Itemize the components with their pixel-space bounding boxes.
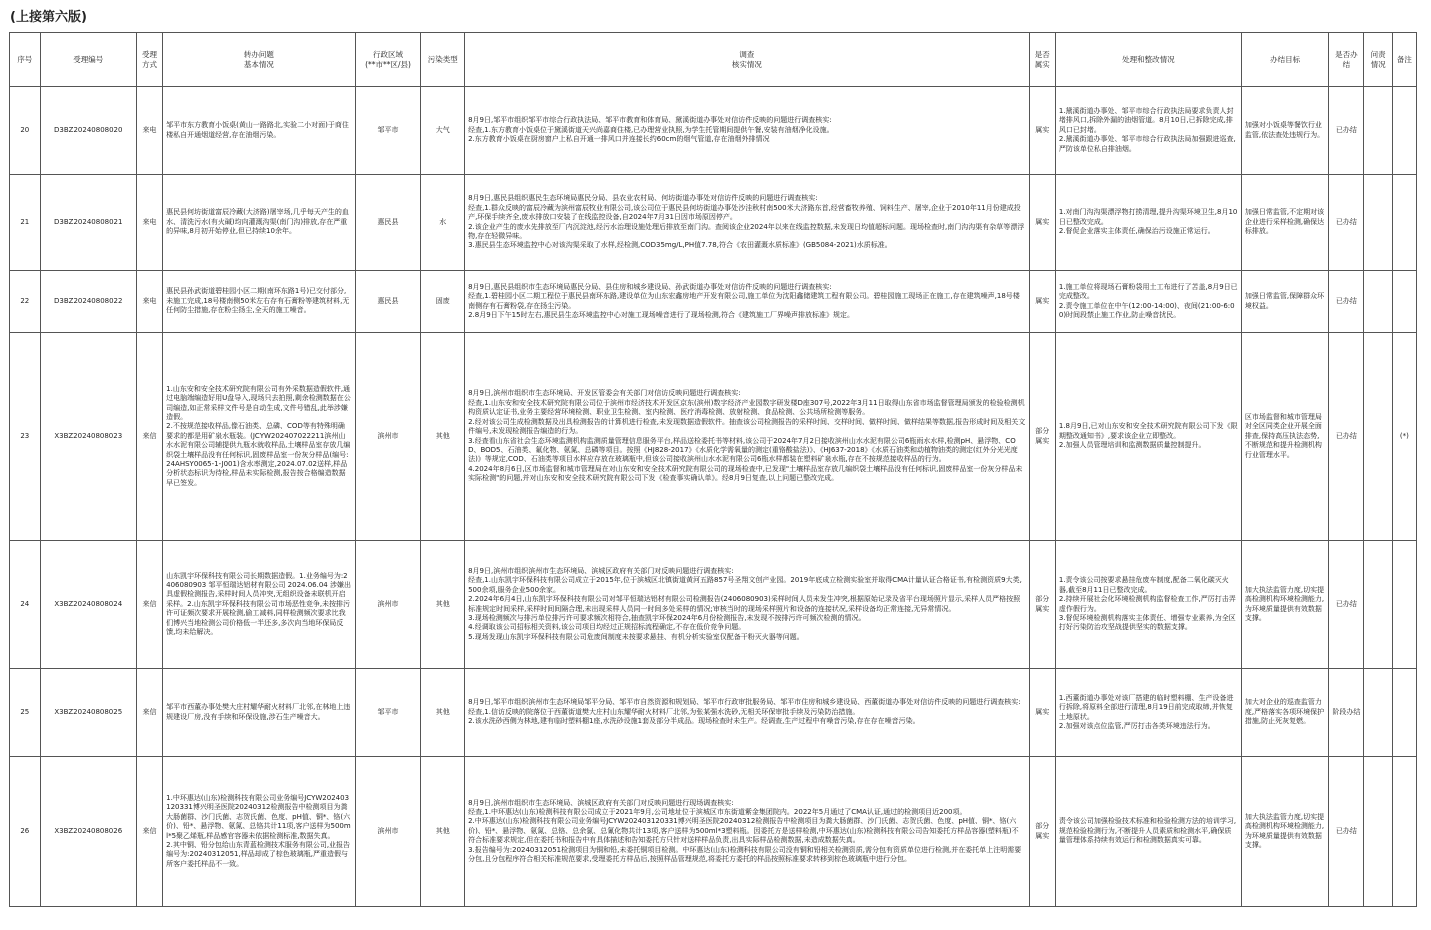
cell-issue: 1.山东安和安全技术研究院有限公司有外采数据造假软件,通过电脑端编造好用U盘导入,现场只去拍照,剩余检测数据在公司编造,如正常采样文件号是自动生成,文件号错乱,此举涉嫌造假。 2.不按规范接收样品,像石油类、总磷、COD等有特殊明确要求的都是用矿泉水瓶装。(JCYW202407022211滨州山水水泥有限公司辅提供九瓶水就收样品,土壤样品室存放几编织袋土壤样品没有任何标识,固废样品室一份灰分样品(编号:24AHSY0065-1-J001)含水率测定,2024.07.02送样,样品分析状态标识为待检,样品未实际检测,报告按合格编造数据早已签发。 [163,333,356,541]
cell-issue: 山东凯宇环保科技有限公司长期数据造假。1.业务编号为:2406080903 邹平恒瑞达铝材有限公司 2024.06.04 涉嫌出具虚假检测报告,采样时间人员冲突,无组织设备未联机开启采样。2.山东凯宇环保科技有限公司市场恶性竞争,未按排污许可证频次要求开展检测,偷工减料,同样检测频次要求比我们博兴当地检测公司价格低一半还多,多次向当地环保局反馈,均未给解决。 [163,541,356,669]
cell-note [1392,669,1416,757]
header-investigation: 调查 核实情况 [465,33,1030,87]
cell-region: 邹平市 [355,87,421,175]
continued-note: (上接第六版) [10,10,87,25]
cell-valid: 部分属实 [1029,757,1055,907]
cell-done: 已办结 [1329,333,1364,541]
cell-account [1364,271,1392,333]
header-region: 行政区域 (**市**区/县) [355,33,421,87]
header-account: 问责情况 [1364,33,1392,87]
cell-note [1392,541,1416,669]
cell-no: 25 [10,669,41,757]
cell-issue: 邹平市西董办事处樊大庄村耀华耐火材料厂北邻,在林地上违规建设厂房,没有手续和环保设施,涉石生产噪音大。 [163,669,356,757]
cell-no: 24 [10,541,41,669]
cell-id: X3BZ20240808024 [40,541,136,669]
cell-investigation: 8月9日,邹平市组织邹平市综合行政执法局、邹平市教育和体育局、黛溪街道办事处对信访件反映的问题进行调查核实: 经查,1.东方教育小饭桌位于黛溪街道天兴尚嘉商住楼,已办理营业执照,为学生托管期间提供午餐,安装有油烟净化设施。 2.东方教育小饭桌在厨房窗户上私自开通一排风口并连接长约60cm的烟气管道,存在油烟外排情况 [465,87,1030,175]
cell-region: 滨州市 [355,333,421,541]
cell-ptype: 其他 [421,669,465,757]
cell-ptype: 固废 [421,271,465,333]
cell-issue: 惠民县何坊街道富辰冷藏(大济路)屠宰场,几乎每天产生的血水、清洗污水(有火碱)均向灌溉沟渠(南门沟)排放,存在严重的异味,8月初开始停业,但已持续10余年。 [163,175,356,271]
cell-investigation: 8月9日,滨州市组织市生态环境局、开发区管委会有关部门对信访反映问题进行调查核实: 经查,1.山东安和安全技术研究院有限公司位于滨州市经济技术开发区京东(滨州)数字经济产业园数字研发楼D座307号,2022年3月11日取得山东省市场监督管理局颁发的检验检测机构资质认定证书,业务主要经营环境检测、职业卫生检测、室内检测、医疗消毒检测、放射检测、食品检测、公共场所检测等服务。 2.经对该公司生成检测数据及出具检测报告的计算机进行检查,未发现数据造假软件。抽查该公司检测报告的采样时间、交样时间、做样时间、做样结果等数据,报告形成时间及相关文件编号,未发现检测报告编造的行为。 3.经查看山东省社会生态环境监测机构监测质量管理信息服务平台,样品送检委托书等材料,该公司于2024年7月2日接收滨州山水水泥有限公司6瓶雨水水样,检测pH、悬浮物、COD、BOD5、石油类、氟化物、氨氮、总磷等项目。按照《HJ828-2017》《水质化学需氧量的测定(重铬酸盐法)》、《HJ637-2018》《水质石油类和动植物油类的测定(红外分光光度法)》等规定,COD、石油类等项目水样应存放在玻璃瓶中,但该公司接收滨州山水水泥有限公司6瓶水样都装在塑料矿泉水瓶,存在不按规范接收样品的行为。 4.2024年8月6日,区市场监督和城市管理局在对山东安和安全技术研究院有限公司的现场检查中,已发现"土壤样品室存放几编织袋土壤样品没有任何标识,固废样品室一份灰分样品未实际检测"的问题,并对山东安和安全技术研究院有限公司下发《检查事实确认单》。经8月9日复查,以上问题已整改完成。 [465,333,1030,541]
table-row [10,271,1417,333]
cell-no: 20 [10,87,41,175]
cell-ptype: 其他 [421,333,465,541]
petition-table [9,32,1417,907]
cell-goal: 加强对小饭桌等餐饮行业监管,依法查处违规行为。 [1241,87,1329,175]
cell-done: 阶段办结 [1329,669,1364,757]
cell-note [1392,87,1416,175]
cell-handling: 责令该公司加强检验技术标准和检验检测方法的培训学习,规范检验检测行为,不断提升人员素质和检测水平,确保质量管理体系持续有效运行和检测数据真实可靠。 [1055,757,1241,907]
cell-region: 滨州市 [355,541,421,669]
cell-method: 来信 [136,669,162,757]
header-handling: 处理和整改情况 [1055,33,1241,87]
cell-method: 来信 [136,541,162,669]
cell-done: 已办结 [1329,87,1364,175]
cell-investigation: 8月9日,邹平市组织滨州市生态环境局邹平分局、邹平市自然资源和规划局、邹平市行政审批服务局、邹平市住房和城乡建设局、西董街道办事处对信访件反映的问题进行调查核实: 经查,1.信访反映的院落位于西董街道樊大庄村山东耀华耐火材料厂北邻,为张某强水洗砂,无相关环保审批手续及污染防治措施。 2.该水洗砂西侧为林地,建有临时塑料棚1座,水洗砂设施1套及部分半成品。现场检查时未生产。经调查,生产过程中有噪音污染,存在存在噪音污染。 [465,669,1030,757]
cell-no: 23 [10,333,41,541]
cell-region: 惠民县 [355,271,421,333]
cell-id: X3BZ20240808023 [40,333,136,541]
cell-investigation: 8月9日,惠民县组织惠民生态环境局惠民分局、县农业农村局、何坊街道办事处对信访件反映的问题进行调查核实: 经查,1.群众反映的富辰冷藏为滨州富辰牧业有限公司,该公司位于惠民县何坊街道办事处沙洼秋村南500米大济路东首,经营畜牧养殖、饲料生产、屠宰,企业于2010年11月份建成投产,环保手续齐全,废水排放口安装了在线监控设备,自2024年7月31日因市场原因停产。 2.该企业产生的废水先排放至厂内沉淀池,经污水治理设施处理后排放至南门沟。查阅该企业2024年以来在线监控数据,未发现日均值超标问题。现场检查时,南门沟沟渠有杂草等漂浮物,存在轻微异味。 3.惠民县生态环境监控中心对该沟渠采取了水样,经检测,COD35mg/L,PH值7.78,符合《农田灌溉水质标准》(GB5084-2021)水质标准。 [465,175,1030,271]
cell-valid: 属实 [1029,175,1055,271]
cell-ptype: 大气 [421,87,465,175]
cell-id: D3BZ20240808022 [40,271,136,333]
cell-id: X3BZ20240808025 [40,669,136,757]
cell-handling: 1.施工单位将现场石膏粉袋用土工布进行了苫盖,8月9日已完成整改。 2.责令施工单位在中午(12:00-14:00)、夜间(21:00-6:00)时间段禁止施工作业,防止噪音扰民。 [1055,271,1241,333]
header-note: 备注 [1392,33,1416,87]
cell-issue: 邹平市东方教育小饭桌(黄山一路路北,实验二小对面)于商住楼私自开通烟道经营,存在油烟污染。 [163,87,356,175]
cell-done: 已办结 [1329,541,1364,669]
cell-method: 来电 [136,175,162,271]
header-no: 序号 [10,33,41,87]
header-valid: 是否属实 [1029,33,1055,87]
cell-done: 已办结 [1329,175,1364,271]
cell-investigation: 8月9日,滨州市组织市生态环境局、滨城区政府有关部门对反映问题进行现场调查核实: 经查,1.中环惠达(山东)检测科技有限公司成立于2021年9月,公司地址位于滨城区市东街道紫金集团院内。2022年5月通过了CMA认证,通过的检测项目近200项。 2.中环惠达(山东)检测科技有限公司业务编号JCYW202403120331博兴明圣医院20240312检测报告中检测项目为粪大肠菌群、沙门氏菌、志贺氏菌、色度、pH值、铜*、铬(六价)、铅*、悬浮物、氨氮、总铬、总余氯、总氰化物共计13项,客户送样为500ml*3塑料瓶。因委托方是送样检测,中环惠达(山东)检测科技有限公司告知委托方样品容器(塑料瓶)不符合标准要求规定,但在委托书和报告中有具体描述和告知委托方只针对送样样品负责,出具实际样品检测数据,未造成数据失真。 3.报告编号为:20240312051检测项目为铜和铅,未委托铜项目检测。中环惠达(山东)检测科技有限公司没有铜和铅相关检测资质,需分包有资质单位进行检测,并在委托单上注明需要分包,且分包程序符合相关标准规范要求,受理委托方样品后,按照样品管理规范,将委托方委托的样品按照标准要求转移到棕色玻璃瓶中进行分包。 [465,757,1030,907]
header-done: 是否办结 [1329,33,1364,87]
header-method: 受理方式 [136,33,162,87]
cell-handling: 1.责令该公司按要求悬挂危废车制度,配备二氧化碳灭火器,截至8月11日已整改完成。 2.持续开展社会化环境检测机构监督检查工作,严厉打击弄虚作假行为。 3.督促环境检测机构落实主体责任、增强专业素养,为全区打好污染防治攻坚战提供坚实的数据支撑。 [1055,541,1241,669]
cell-method: 来电 [136,87,162,175]
cell-id: D3BZ20240808021 [40,175,136,271]
cell-investigation: 8月9日,滨州市组织滨州市生态环境局、滨城区政府有关部门对反映问题进行调查核实: 经查,1.山东凯宇环保科技有限公司成立于2015年,位于滨城区北镇街道黄河五路857号圣翔文创产业园。2019年底成立检测实验室并取得CMA计量认证合格证书,有检测资质9大类,500余项,服务企业500余家。 2.2024年6月4日,山东凯宇环保科技有限公司对邹平恒瑞达铝材有限公司检测报告(2406080903)采样时间人员未发生冲突,根据原始记录及省平台现场照片显示,采样人员严格按照标准规定时间采样,采样时间间隔合理,未出现采样人员同一时间多处采样的情况;审核当时的现场采样照片和设备的连接状况,采样设备均正常连接,无异常情况。 3.现场检测频次与排污单位排污许可要求频次相符合,抽查凯宇环保2024年6月份检测报告,未发现不按排污许可频次检测的情况。 4.经调取该公司招标相关资料,该公司项目均经过正规招标流程确定,不存在低价竞争问题。 5.现场发现山东凯宇环保科技有限公司危废间制度未按要求悬挂、有机分析实验室仅配备干粉灭火器等问题。 [465,541,1030,669]
cell-no: 21 [10,175,41,271]
cell-ptype: 其他 [421,757,465,907]
cell-goal: 加大对企业的巡查监管力度,严格落实各项环境保护措施,防止死灰复燃。 [1241,669,1329,757]
cell-valid: 部分属实 [1029,541,1055,669]
cell-handling: 1.西董街道办事处对该厂搭建的临时塑料棚、生产设备进行拆除,将原料全部进行清理,8月19日前完成取缔,并恢复土地原状。 2.加强对该点位监管,严厉打击各类环境违法行为。 [1055,669,1241,757]
cell-issue: 惠民县孙武街道碧桂园小区二期(南环东路1号)已交付部分,未施工完成,18号楼南侧50米左右存有石膏粉等建筑材料,无任何防尘措施,存在粉尘扬尘,全天的施工噪音。 [163,271,356,333]
header-id: 受理编号 [40,33,136,87]
header-goal: 办结目标 [1241,33,1329,87]
cell-no: 22 [10,271,41,333]
header-row [10,33,1417,87]
cell-id: X3BZ20240808026 [40,757,136,907]
cell-id: D3BZ20240808020 [40,87,136,175]
cell-method: 来电 [136,271,162,333]
cell-done: 已办结 [1329,271,1364,333]
cell-goal: 加强日常监管,保障群众环境权益。 [1241,271,1329,333]
table-row [10,87,1417,175]
cell-note [1392,757,1416,907]
cell-valid: 属实 [1029,271,1055,333]
cell-region: 滨州市 [355,757,421,907]
cell-handling: 1.对南门沟沟渠漂浮物打捞清理,提升沟渠环境卫生,8月10日已整改完成。 2.督促企业落实主体责任,确保治污设施正常运行。 [1055,175,1241,271]
cell-account [1364,87,1392,175]
cell-method: 来信 [136,757,162,907]
cell-ptype: 水 [421,175,465,271]
table-row [10,175,1417,271]
cell-goal: 加大执法监管力度,切实提高检测机构环境检测能力,为环境质量提供有效数据支撑。 [1241,541,1329,669]
cell-handling: 1.黛溪街道办事处、邹平市综合行政执法局要求负责人封堵排风口,拆除外漏的油烟管道。8月10日,已拆除完成,排风口已封堵。 2.黛溪街道办事处、邹平市综合行政执法局加强跟进巡查,严防该单位私自排油烟。 [1055,87,1241,175]
header-ptype: 污染类型 [421,33,465,87]
cell-done: 已办结 [1329,757,1364,907]
header-issue: 转办问题 基本情况 [163,33,356,87]
cell-investigation: 8月9日,惠民县组织市生态环境局惠民分局、县住房和城乡建设局、孙武街道办事处对信访件反映的问题进行调查核实: 经查,1.碧桂园小区二期工程位于惠民县南环东路,建设单位为山东宏鑫房地产开发有限公司,施工单位为沈阳鑫储建筑工程有限公司。碧桂园施工现场正在施工,存在建筑噪声,18号楼南侧存有石膏粉袋,存在扬尘污染。 2.8月9日下午15时左右,惠民县生态环境监控中心对施工现场噪音进行了现场检测,符合《建筑施工厂界噪声排放标准》规定。 [465,271,1030,333]
cell-goal: 加强日常监管,不定期对该企业进行采样检测,确保达标排放。 [1241,175,1329,271]
cell-note [1392,271,1416,333]
cell-handling: 1.8月9日,已对山东安和安全技术研究院有限公司下发《限期整改通知书》,要求该企业立即整改。 2.加强人员管理培训和监测数据质量控制提升。 [1055,333,1241,541]
table-row [10,333,1417,541]
cell-ptype: 其他 [421,541,465,669]
cell-issue: 1.中环惠达(山东)检测科技有限公司业务编号JCYW202403120331博兴明圣医院20240312检测报告中检测项目为粪大肠菌群、沙门氏菌、志贺氏菌、色度、pH值、铜*、铬(六价)、铅*、悬浮物、氨氮、总铬共计11项,客户送样为500ml*5聚乙烯瓶,样品感官容器未依据检测标准,数据失真。 2.其中铜、铅分包给山东青蓝检测技术服务有限公司,业报告编号为:20240312051,样品却成了棕色玻璃瓶,严重造假与所客户委托样品不一致。 [163,757,356,907]
cell-account [1364,541,1392,669]
cell-no: 26 [10,757,41,907]
cell-valid: 属实 [1029,87,1055,175]
cell-valid: 部分属实 [1029,333,1055,541]
cell-method: 来信 [136,333,162,541]
cell-note [1392,175,1416,271]
table-row [10,757,1417,907]
cell-region: 邹平市 [355,669,421,757]
cell-account [1364,175,1392,271]
cell-account [1364,669,1392,757]
cell-account [1364,757,1392,907]
cell-note: (*) [1392,333,1416,541]
cell-valid: 属实 [1029,669,1055,757]
cell-region: 惠民县 [355,175,421,271]
cell-account [1364,333,1392,541]
table-row [10,669,1417,757]
table-row [10,541,1417,669]
cell-goal: 区市场监督和城市管理局对全区同类企业开展全面排查,保持高压执法态势,不断规范和提升检测机构行业管理水平。 [1241,333,1329,541]
cell-goal: 加大执法监管力度,切实提高检测机构环境检测能力,为环境质量提供有效数据支撑。 [1241,757,1329,907]
